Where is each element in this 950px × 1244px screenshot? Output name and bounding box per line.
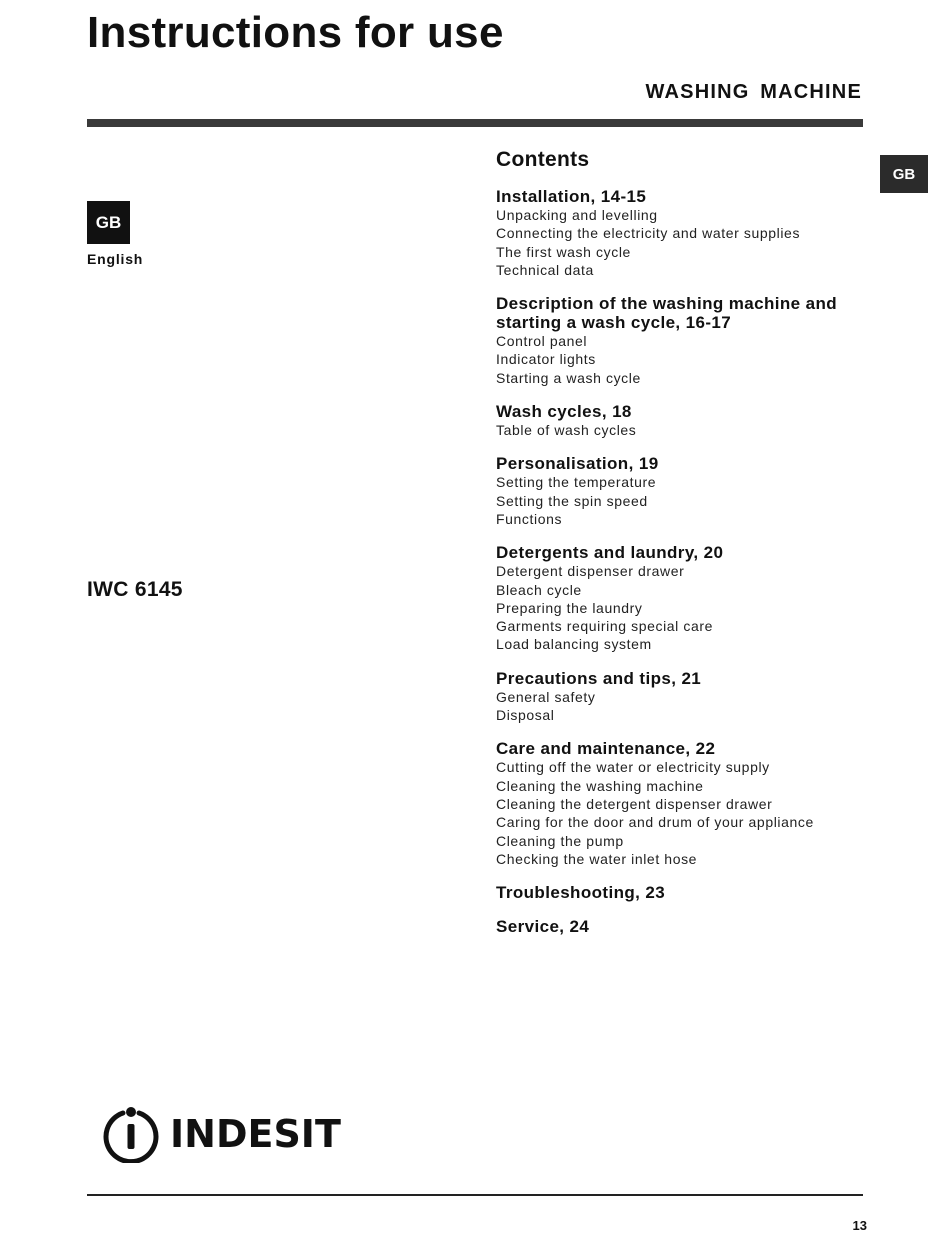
section-item-list [496, 332, 876, 387]
section-item-list [496, 473, 876, 528]
section-item: The first wash cycle [496, 243, 631, 260]
contents-section [496, 454, 876, 528]
section-item: Indicator lights [496, 351, 596, 368]
contents-section [496, 669, 876, 725]
section-item: Garments requiring special care [496, 618, 714, 635]
contents-panel [496, 146, 876, 951]
section-title: Service, 24 [496, 917, 590, 937]
section-title: Installation, 14-15 [496, 187, 647, 206]
section-item: Caring for the door and drum of your appliance [496, 814, 814, 831]
section-item: Checking the water inlet hose [496, 850, 698, 867]
section-title: Care and maintenance, 22 [496, 739, 716, 759]
section-title: Precautions and tips, 21 [496, 668, 702, 688]
section-item: Technical data [496, 261, 594, 278]
section-item-list [496, 421, 876, 439]
section-item: Preparing the laundry [496, 599, 643, 616]
side-language-tab: GB [880, 155, 928, 193]
section-item: Starting a wash cycle [496, 369, 641, 386]
contents-section [496, 187, 876, 279]
section-item: Disposal [496, 707, 555, 724]
brand-logo [102, 1104, 341, 1164]
section-title: Wash cycles, 18 [496, 402, 632, 422]
section-item: Detergent dispenser drawer [496, 563, 685, 580]
indesit-logo-icon [102, 1105, 160, 1163]
section-item: Setting the temperature [496, 474, 657, 491]
contents-sections [496, 187, 876, 936]
contents-section [496, 294, 876, 387]
contents-section [496, 917, 876, 936]
section-item: Setting the spin speed [496, 492, 648, 509]
section-item: Cutting off the water or electricity supply [496, 759, 770, 776]
language-name: English [87, 251, 144, 267]
section-item-list [496, 206, 876, 279]
section-item-list [496, 688, 876, 725]
product-type: WASHING MACHINE [645, 81, 862, 103]
section-item: Bleach cycle [496, 581, 582, 598]
contents-section [496, 402, 876, 439]
contents-section [496, 883, 876, 902]
logo-wordmark: INDESIT [170, 1112, 341, 1156]
contents-heading: Contents [496, 148, 590, 171]
model-number: IWC 6145 [87, 578, 183, 601]
section-item-list [496, 758, 876, 868]
section-title: Detergents and laundry, 20 [496, 543, 724, 563]
header-divider [87, 119, 863, 127]
language-badge: GB [87, 201, 130, 244]
page-title: Instructions for use [87, 8, 504, 57]
section-item: Cleaning the washing machine [496, 777, 704, 794]
section-item-list [496, 562, 876, 653]
section-item: Load balancing system [496, 636, 652, 653]
contents-section [496, 543, 876, 653]
section-title: Personalisation, 19 [496, 454, 659, 474]
section-item: Cleaning the pump [496, 832, 624, 849]
section-item: Connecting the electricity and water supplies [496, 225, 801, 242]
section-item: Unpacking and levelling [496, 207, 658, 223]
section-item: Control panel [496, 333, 588, 350]
section-item: Cleaning the detergent dispenser drawer [496, 795, 773, 812]
section-item: General safety [496, 688, 596, 705]
page-number: 13 [852, 1218, 867, 1233]
footer-divider [87, 1194, 863, 1196]
section-title: Troubleshooting, 23 [496, 883, 666, 903]
section-title: Description of the washing machine and starting a wash cycle, 16-17 [496, 294, 838, 333]
contents-section [496, 739, 876, 868]
section-item: Functions [496, 510, 563, 527]
section-item: Table of wash cycles [496, 422, 637, 439]
